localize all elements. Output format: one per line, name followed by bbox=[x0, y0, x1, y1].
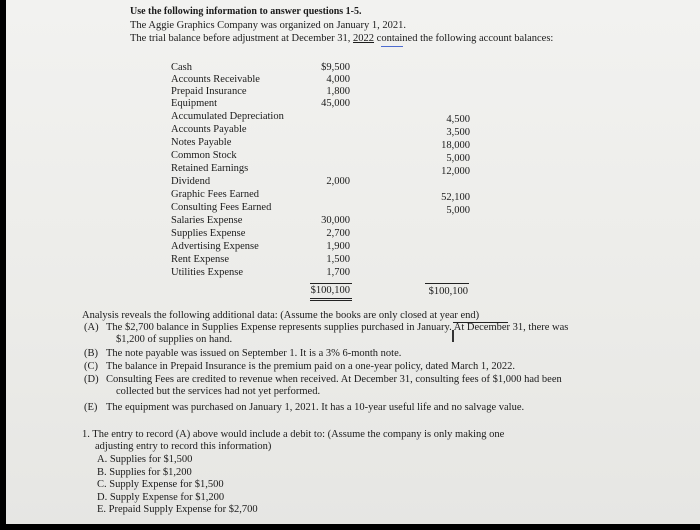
header-line-2: The Aggie Graphics Company was organized on January 1, 2021. bbox=[130, 20, 406, 31]
account-name: Supplies Expense bbox=[171, 228, 246, 239]
question-line-1: 1. The entry to record (A) above would include a debit to: (Assume the company is only making one bbox=[82, 429, 505, 440]
analysis-line: $1,200 of supplies on hand. bbox=[116, 334, 233, 345]
account-name: Advertising Expense bbox=[171, 241, 259, 252]
credit-amount: 3,500 bbox=[446, 127, 470, 138]
header-line-1: Use the following information to answer questions 1-5. bbox=[130, 6, 362, 17]
analysis-label: (D) bbox=[84, 374, 99, 385]
analysis-label: (E) bbox=[84, 402, 98, 413]
header-year: 2022 bbox=[353, 33, 375, 44]
text-cursor-icon bbox=[452, 330, 454, 342]
question-line-2: adjusting entry to record this information) bbox=[95, 441, 272, 452]
analysis-line: The equipment was purchased on January 1, 2021. It has a 10-year useful life and no salvage value. bbox=[106, 402, 525, 413]
total-debit: $100,100 bbox=[310, 285, 350, 296]
account-name: Common Stock bbox=[171, 150, 237, 161]
analysis-label: (B) bbox=[84, 348, 98, 359]
account-name: Retained Earnings bbox=[171, 163, 249, 174]
analysis-line: collected but the services had not yet performed. bbox=[116, 386, 321, 397]
account-name: Rent Expense bbox=[171, 254, 230, 265]
analysis-line: The note payable was issued on September 1. It is a 3% 6-month note. bbox=[106, 348, 402, 359]
debit-amount: 4,000 bbox=[326, 74, 350, 85]
debit-amount: 30,000 bbox=[321, 215, 350, 226]
account-name: Consulting Fees Earned bbox=[171, 202, 272, 213]
analysis-line: The $2,700 balance in Supplies Expense represents supplies purchased in January. At December 31, there was bbox=[106, 322, 569, 333]
analysis-intro: Analysis reveals the following additional data: (Assume the books are only closed at year end) bbox=[82, 310, 480, 321]
debit-total-rule bbox=[310, 283, 352, 284]
analysis-line: Consulting Fees are credited to revenue when received. At December 31, consulting fees of $1,000 had been bbox=[106, 374, 562, 385]
account-name: Graphic Fees Earned bbox=[171, 189, 260, 200]
bottom-border bbox=[0, 524, 700, 530]
account-name: Prepaid Insurance bbox=[171, 86, 247, 97]
answer-option[interactable]: E. Prepaid Supply Expense for $2,700 bbox=[97, 504, 258, 515]
debit-amount: 1,500 bbox=[326, 254, 350, 265]
credit-amount: 12,000 bbox=[441, 166, 470, 177]
account-name: Utilities Expense bbox=[171, 267, 244, 278]
analysis-line: The balance in Prepaid Insurance is the premium paid on a one-year policy, dated March 1, 2022. bbox=[106, 361, 515, 372]
debit-double-rule-1 bbox=[310, 298, 352, 299]
answer-option[interactable]: A. Supplies for $1,500 bbox=[97, 454, 193, 465]
account-name: Accounts Receivable bbox=[171, 74, 260, 85]
debit-amount: 1,700 bbox=[326, 267, 350, 278]
analysis-label: (C) bbox=[84, 361, 98, 372]
account-name: Dividend bbox=[171, 176, 211, 187]
analysis-label: (A) bbox=[84, 322, 99, 333]
account-name: Accumulated Depreciation bbox=[171, 111, 284, 122]
account-name: Accounts Payable bbox=[171, 124, 247, 135]
answer-option[interactable]: C. Supply Expense for $1,500 bbox=[97, 479, 224, 490]
year-underline-blue bbox=[381, 46, 403, 47]
debit-double-rule-2 bbox=[310, 300, 352, 301]
account-name: Cash bbox=[171, 62, 192, 73]
credit-amount: 4,500 bbox=[446, 114, 470, 125]
credit-total-rule bbox=[425, 283, 469, 284]
debit-amount: 2,700 bbox=[326, 228, 350, 239]
total-credit: $100,100 bbox=[428, 286, 468, 297]
credit-amount: 5,000 bbox=[446, 205, 470, 216]
debit-amount: 45,000 bbox=[321, 98, 350, 109]
left-border bbox=[0, 0, 6, 530]
debit-amount: 1,900 bbox=[326, 241, 350, 252]
answer-option[interactable]: D. Supply Expense for $1,200 bbox=[97, 491, 225, 503]
header-line-3-post: contained the following account balances: bbox=[374, 33, 554, 44]
debit-amount: 1,800 bbox=[326, 86, 350, 97]
credit-amount: 5,000 bbox=[446, 153, 470, 164]
account-name: Equipment bbox=[171, 98, 218, 109]
header-line-3 bbox=[130, 33, 553, 45]
debit-amount: $9,500 bbox=[321, 62, 350, 73]
credit-amount: 52,100 bbox=[441, 192, 470, 203]
header-line-3-pre: The trial balance before adjustment at December 31, bbox=[130, 33, 354, 44]
debit-amount: 2,000 bbox=[326, 176, 350, 187]
account-name: Salaries Expense bbox=[171, 215, 243, 226]
credit-amount: 18,000 bbox=[441, 140, 470, 151]
account-name: Notes Payable bbox=[171, 137, 232, 148]
answer-option[interactable]: B. Supplies for $1,200 bbox=[97, 466, 192, 478]
